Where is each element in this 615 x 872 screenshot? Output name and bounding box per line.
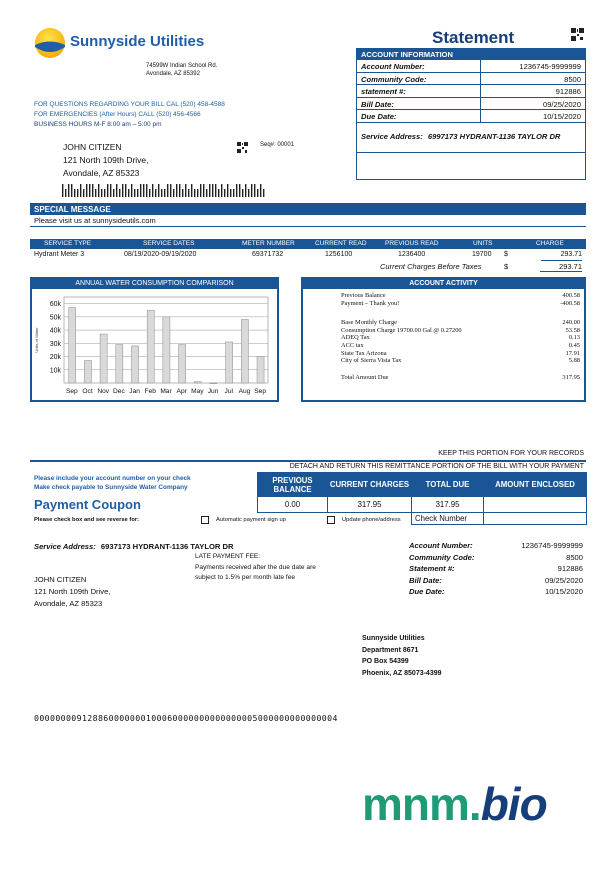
x-tick-label: Feb xyxy=(144,388,156,395)
x-tick-label: Jun xyxy=(207,388,219,395)
service-table-header xyxy=(30,239,586,249)
account-info-value: 09/25/2020 xyxy=(480,98,585,110)
y-tick-label: 40k xyxy=(49,327,61,335)
account-service-address xyxy=(357,123,585,141)
activity-value: 53.58 xyxy=(565,326,580,334)
activity-label: Previous Balance xyxy=(341,292,386,299)
x-tick-label: Dec xyxy=(113,388,125,395)
activity-label: Payment – Thank you! xyxy=(341,299,400,307)
auto-pay-checkbox[interactable] xyxy=(201,516,209,524)
activity-value: 400.58 xyxy=(562,292,580,299)
coupon-title: Payment Coupon xyxy=(34,497,141,512)
activity-value: 0.13 xyxy=(568,334,580,342)
account-info-value: 912886 xyxy=(480,85,585,97)
x-tick-label: Jan xyxy=(129,388,140,395)
x-tick-label: Sep xyxy=(254,388,267,395)
chart-bar xyxy=(163,317,170,383)
late-fee-title: LATE PAYMENT FEE: xyxy=(195,553,261,560)
activity-line xyxy=(341,292,580,300)
service-col-header: SERVICE TYPE xyxy=(44,240,92,247)
y-tick-label: 20k xyxy=(49,354,61,362)
x-tick-label: Aug xyxy=(238,388,251,395)
chart-bar xyxy=(194,382,201,383)
postal-barcode xyxy=(62,184,272,198)
activity-total-label: Total Amount Due xyxy=(341,373,389,381)
account-info-divider xyxy=(357,152,585,153)
remit-to-line: Sunnyside Utilities xyxy=(362,635,425,642)
remit-customer-street: 121 North 109th Drive, xyxy=(34,587,111,596)
chart-bar xyxy=(116,345,123,383)
previous-balance-value: 0.00 xyxy=(258,497,328,513)
col-amount-enclosed: AMOUNT ENCLOSED xyxy=(484,473,587,497)
check-number-label: Check Number xyxy=(412,513,484,525)
account-info-value: 10/15/2020 xyxy=(480,110,585,122)
late-fee-text: Payments received after the due date are subject to 1.5% per month late fee xyxy=(195,564,316,581)
current-charges-label: Current Charges Before Taxes xyxy=(380,262,482,271)
activity-label: City of Sierra Vista Tax xyxy=(341,357,402,365)
remit-detail-value: 09/25/2020 xyxy=(544,575,583,585)
watermark-part1: mnm. xyxy=(362,778,481,830)
activity-group-charges xyxy=(341,319,580,365)
statement-title: Statement xyxy=(432,28,515,47)
contact-line2: FOR EMERGENCIES (After Hours) CALL (520) 456-4566 xyxy=(34,111,201,118)
chart-plot xyxy=(32,289,277,400)
remit-to-line: Department 8671 xyxy=(362,646,419,654)
contact-line1: FOR QUESTIONS REGARDING YOUR BILL CAL (520) 458-4588 xyxy=(34,101,225,108)
account-info-row xyxy=(357,60,585,73)
y-tick-label: 60k xyxy=(49,301,61,309)
remit-service-address-value: 6937173 HYDRANT-1136 TAYLOR DR xyxy=(100,542,234,551)
remit-detail-row xyxy=(409,586,583,598)
service-cell: 293.71 xyxy=(541,250,582,261)
account-info-row xyxy=(357,85,585,98)
activity-value: -400.58 xyxy=(560,299,580,307)
activity-total xyxy=(341,374,580,382)
account-activity xyxy=(301,277,586,402)
account-info-label: statement #: xyxy=(361,87,406,96)
include-line1: Please include your account number on your check xyxy=(34,475,191,482)
activity-value: 0.45 xyxy=(568,341,580,349)
remittance-values-row xyxy=(258,497,587,513)
activity-label: ADEQ Tax xyxy=(341,334,370,342)
account-info-row xyxy=(357,73,585,86)
x-tick-label: Oct xyxy=(82,388,93,395)
account-info-row xyxy=(357,110,585,123)
activity-value: 5.88 xyxy=(568,357,580,365)
check-number-row xyxy=(258,513,587,525)
account-info-label: Community Code: xyxy=(361,74,427,84)
activity-value: 17.91 xyxy=(565,349,580,357)
remittance-table xyxy=(257,472,587,525)
activity-total-value: 317.95 xyxy=(562,373,580,381)
chart-bar xyxy=(147,310,154,383)
service-cell: 1256100 xyxy=(325,251,353,258)
service-cell: 19700 xyxy=(472,251,492,258)
remit-detail-row xyxy=(409,563,583,575)
remit-detail-value: 10/15/2020 xyxy=(544,587,583,596)
activity-label: ACC tax xyxy=(341,341,364,349)
chart-bar xyxy=(179,345,186,383)
company-name: Sunnyside Utilities xyxy=(70,33,205,50)
customer-city: Avondale, AZ 85323 xyxy=(63,168,140,178)
activity-group-previous xyxy=(341,292,580,307)
activity-line xyxy=(341,342,580,350)
activity-label: Base Monthly Charge xyxy=(341,319,397,327)
update-phone-label: Update phone/address xyxy=(342,517,401,523)
sequence-number: Seq#: 00001 xyxy=(260,142,295,148)
account-info-value: 1236745-9999999 xyxy=(480,60,585,72)
special-message-header: SPECIAL MESSAGE xyxy=(30,203,586,215)
x-tick-label: Mar xyxy=(160,388,172,395)
chart-bar xyxy=(131,346,138,383)
customer-street: 121 North 109th Drive, xyxy=(63,155,149,165)
x-tick-label: Sep xyxy=(65,388,78,395)
remit-detail-row xyxy=(409,575,583,587)
account-info-header: ACCOUNT INFORMATION xyxy=(357,49,585,60)
company-address-line1: 74599W Indian School Rd. xyxy=(146,63,218,69)
auto-pay-label: Automatic payment sign up xyxy=(216,517,286,523)
check-note: Please check box and see reverse for: xyxy=(34,517,140,523)
qr-code-icon xyxy=(571,28,584,41)
consumption-chart xyxy=(30,277,279,402)
chart-bar xyxy=(226,342,233,383)
remit-service-address-label: Service Address: xyxy=(34,542,96,551)
remit-account-details xyxy=(409,540,583,598)
activity-label: Consumption Charge 19700.00 Gal @ 0.27200 xyxy=(341,326,462,334)
customer-name: JOHN CITIZEN xyxy=(63,142,122,152)
y-axis-label: Units of Water xyxy=(34,327,39,353)
remit-detail-label: Statement #: xyxy=(409,564,455,573)
current-charges-value: 293.71 xyxy=(540,262,582,272)
remit-detail-label: Bill Date: xyxy=(409,575,442,585)
remit-to-line: PO Box 54399 xyxy=(362,658,409,665)
detach-line xyxy=(30,460,586,462)
special-message xyxy=(30,203,586,227)
activity-line xyxy=(341,319,580,327)
remit-to-line: Phoenix, AZ 85073-4399 xyxy=(362,669,442,677)
activity-line xyxy=(341,357,580,365)
include-line2: Make check payable to Sunnyside Water Company xyxy=(34,484,188,491)
service-currency: $ xyxy=(504,251,508,258)
account-info-label: Bill Date: xyxy=(361,99,394,109)
chart-bar xyxy=(257,357,264,383)
account-info-rows xyxy=(357,60,585,123)
remittance-table-header xyxy=(258,473,587,497)
service-table-row xyxy=(30,250,586,260)
service-col-header: CURRENT READ xyxy=(315,240,367,247)
watermark-part2: bio xyxy=(480,778,547,830)
amount-enclosed-input[interactable] xyxy=(484,497,587,513)
service-cell: 08/19/2020-09/19/2020 xyxy=(124,251,197,258)
service-cell: Hydrant Meter 3 xyxy=(34,251,85,258)
remit-detail-row xyxy=(409,552,583,564)
col-current-charges: CURRENT CHARGES xyxy=(328,473,412,497)
service-address-label: Service Address: xyxy=(361,131,423,141)
chart-bar xyxy=(210,383,217,384)
remit-customer-name: JOHN CITIZEN xyxy=(34,575,87,584)
service-cell: 69371732 xyxy=(252,251,284,258)
activity-value: 240.00 xyxy=(562,319,580,327)
keep-portion-text: KEEP THIS PORTION FOR YOUR RECORDS xyxy=(438,450,584,457)
chart-bar xyxy=(69,308,76,383)
col-total-due: TOTAL DUE xyxy=(412,473,484,497)
chart-bar xyxy=(241,319,248,383)
watermark xyxy=(362,779,547,829)
remit-detail-value: 1236745-9999999 xyxy=(521,541,583,550)
qr-code-large xyxy=(571,28,584,41)
special-message-text: Please visit us at sunnysideutils.com xyxy=(30,215,586,227)
chart-title: ANNUAL WATER CONSUMPTION COMPARISON xyxy=(32,279,277,289)
activity-label: State Tax Arizona xyxy=(341,349,387,357)
account-info-value: 8500 xyxy=(480,73,585,85)
y-tick-label: 30k xyxy=(49,340,61,348)
chart-bar xyxy=(100,334,107,383)
check-number-input[interactable] xyxy=(484,513,587,525)
remit-to-address xyxy=(362,633,442,679)
scanline: 000000009128860000000100060000000000000005000000000000004 xyxy=(34,713,338,723)
x-tick-label: Apr xyxy=(176,388,187,395)
service-col-header: PREVIOUS READ xyxy=(385,240,439,247)
company-logo xyxy=(34,27,66,59)
contact-line3: BUSINESS HOURS M-F 8:00 am – 5:00 pm xyxy=(34,121,162,128)
col-previous-balance: PREVIOUS BALANCE xyxy=(258,473,328,497)
remit-detail-label: Community Code: xyxy=(409,552,475,562)
detach-text: DETACH AND RETURN THIS REMITTANCE PORTION OF THE BILL WITH YOUR PAYMENT xyxy=(289,463,584,470)
service-col-header: METER NUMBER xyxy=(242,240,295,247)
account-info-label: Due Date: xyxy=(361,112,397,121)
activity-line xyxy=(341,300,580,308)
sun-logo-icon xyxy=(34,27,66,59)
account-activity-header: ACCOUNT ACTIVITY xyxy=(303,279,584,289)
current-charges-currency: $ xyxy=(504,262,509,271)
remit-customer-city: Avondale, AZ 85323 xyxy=(34,599,103,608)
qr-code-icon xyxy=(237,142,248,153)
total-due-value: 317.95 xyxy=(412,497,484,513)
activity-line xyxy=(341,327,580,335)
service-col-header: SERVICE DATES xyxy=(143,240,195,247)
x-tick-label: Nov xyxy=(97,388,110,395)
activity-line xyxy=(341,334,580,342)
remit-detail-value: 8500 xyxy=(566,552,583,562)
remit-detail-row xyxy=(409,540,583,552)
activity-line xyxy=(341,350,580,358)
qr-code-small xyxy=(237,140,248,151)
x-tick-label: Jul xyxy=(224,388,233,395)
account-info-row xyxy=(357,98,585,111)
y-tick-label: 10k xyxy=(49,367,61,375)
remit-detail-label: Due Date: xyxy=(409,587,445,596)
x-tick-label: May xyxy=(191,388,204,395)
service-col-header: CHARGE xyxy=(536,240,564,247)
account-info-label: Account Number: xyxy=(361,62,425,71)
service-col-header: UNITS xyxy=(473,240,493,247)
remit-detail-value: 912886 xyxy=(557,564,583,573)
remit-detail-label: Account Number: xyxy=(409,541,473,550)
service-address-value: 6997173 HYDRANT-1136 TAYLOR DR xyxy=(427,131,561,141)
company-address-line2: Avondale, AZ 85392 xyxy=(146,71,200,77)
service-cell: 1236400 xyxy=(398,251,426,258)
account-info-box xyxy=(356,48,586,180)
y-tick-label: 50k xyxy=(49,314,61,322)
current-charges-amount: 317.95 xyxy=(328,497,412,513)
remit-service-address xyxy=(34,542,233,551)
chart-bar xyxy=(84,361,91,383)
